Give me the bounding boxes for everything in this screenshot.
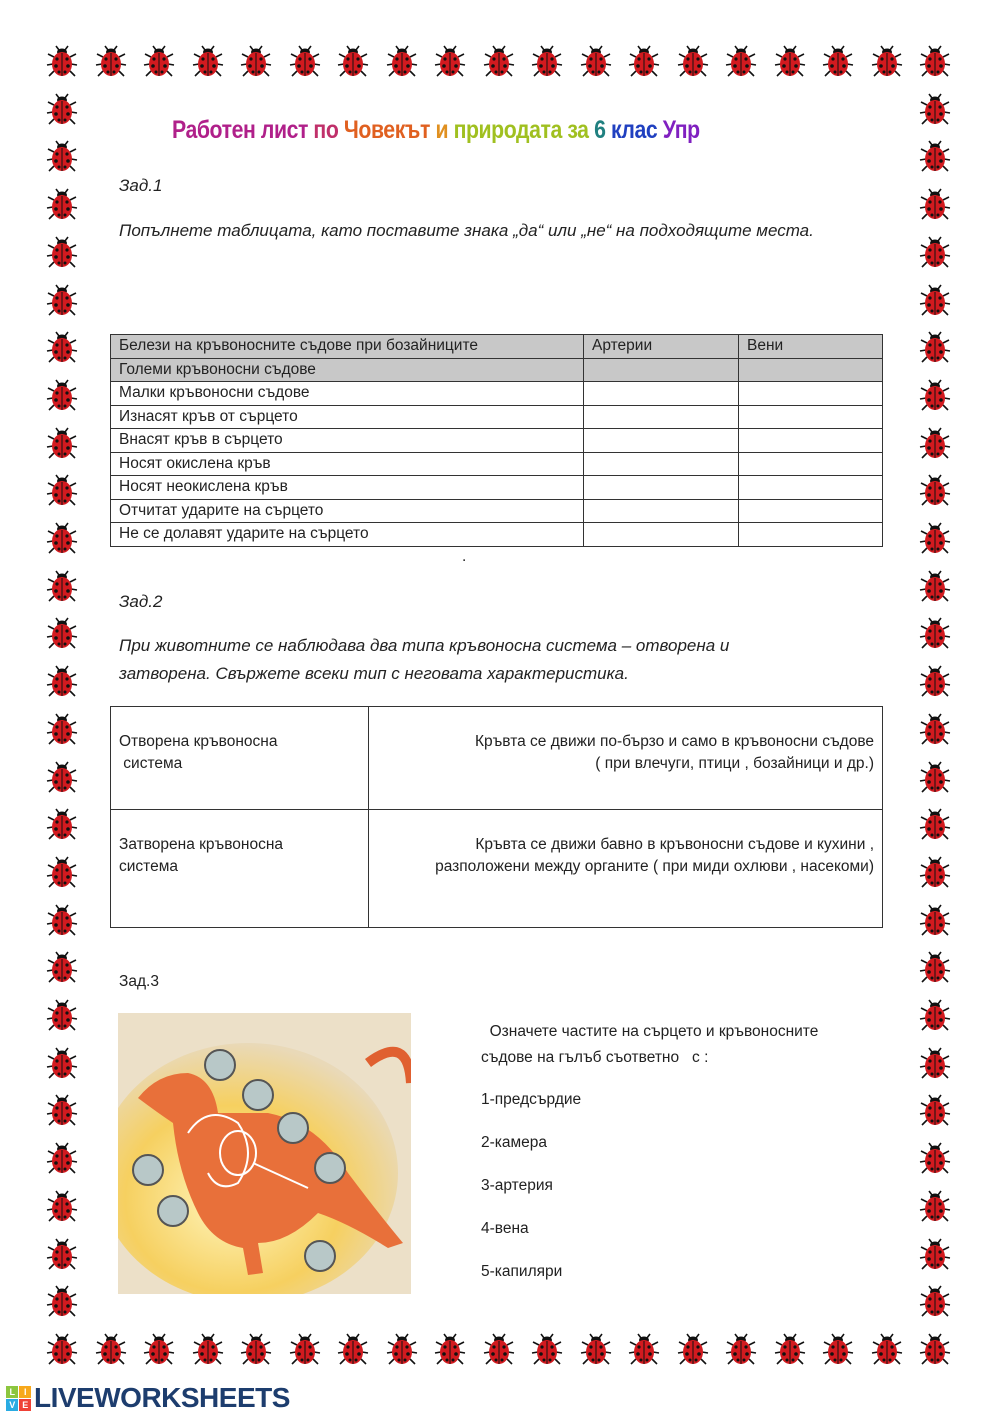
ladybug-icon bbox=[918, 1285, 952, 1319]
task3-instruction-1: Означете частите на сърцето и кръвоносните bbox=[481, 1023, 819, 1040]
stray-dot: . bbox=[462, 548, 467, 565]
ladybug-icon bbox=[142, 1333, 176, 1367]
ladybug-icon bbox=[45, 1333, 79, 1367]
veins-answer-cell[interactable] bbox=[739, 452, 883, 476]
table-row bbox=[111, 810, 883, 928]
table-row bbox=[111, 499, 883, 523]
trait-cell: Отчитат ударите на сърцето bbox=[111, 499, 584, 523]
liveworksheets-logo bbox=[6, 1382, 290, 1413]
open-system-cell[interactable] bbox=[111, 707, 369, 810]
ladybug-icon bbox=[918, 140, 952, 174]
cell-text: система bbox=[119, 755, 183, 772]
ladybug-icon bbox=[870, 1333, 904, 1367]
table-row bbox=[111, 429, 883, 453]
ladybug-icon bbox=[676, 45, 710, 79]
veins-answer-cell[interactable] bbox=[739, 382, 883, 406]
ladybug-icon bbox=[676, 1333, 710, 1367]
ladybug-icon bbox=[45, 284, 79, 318]
legend-item: 3-артерия bbox=[481, 1177, 553, 1194]
label-circle[interactable] bbox=[243, 1080, 273, 1110]
title-word: 6 bbox=[594, 116, 611, 144]
arteries-answer-cell[interactable] bbox=[584, 476, 739, 500]
ladybug-icon bbox=[45, 188, 79, 222]
ladybug-icon bbox=[918, 1238, 952, 1272]
ladybug-icon bbox=[918, 1190, 952, 1224]
ladybug-icon bbox=[918, 522, 952, 556]
ladybug-icon bbox=[45, 761, 79, 795]
ladybug-icon bbox=[45, 427, 79, 461]
title-word: по bbox=[313, 116, 344, 144]
arteries-answer-cell[interactable] bbox=[584, 405, 739, 429]
ladybug-icon bbox=[385, 1333, 419, 1367]
slow-circulation-cell[interactable] bbox=[369, 810, 883, 928]
veins-answer-cell[interactable] bbox=[739, 429, 883, 453]
cell-text: Кръвта се движи бавно в кръвоносни съдове и кухини , bbox=[475, 836, 874, 853]
ladybug-icon bbox=[918, 1094, 952, 1128]
table-row bbox=[111, 358, 883, 382]
arteries-answer-cell[interactable] bbox=[584, 429, 739, 453]
table-row bbox=[111, 707, 883, 810]
ladybug-icon bbox=[433, 1333, 467, 1367]
ladybug-icon bbox=[239, 45, 273, 79]
cell-text: система bbox=[119, 858, 178, 875]
trait-cell: Малки кръвоносни съдове bbox=[111, 382, 584, 406]
table-row bbox=[111, 452, 883, 476]
ladybug-icon bbox=[918, 713, 952, 747]
ladybug-icon bbox=[918, 808, 952, 842]
ladybug-icon bbox=[918, 379, 952, 413]
ladybug-icon bbox=[918, 999, 952, 1033]
veins-answer-cell[interactable] bbox=[739, 358, 883, 382]
task1-label: Зад.1 bbox=[119, 176, 163, 195]
ladybug-icon bbox=[191, 45, 225, 79]
logo-letter: I bbox=[19, 1386, 31, 1398]
ladybug-icon bbox=[821, 45, 855, 79]
arteries-answer-cell[interactable] bbox=[584, 382, 739, 406]
ladybug-icon bbox=[45, 474, 79, 508]
ladybug-icon bbox=[918, 951, 952, 985]
ladybug-icon bbox=[45, 856, 79, 890]
task2-label: Зад.2 bbox=[119, 592, 163, 611]
ladybug-icon bbox=[918, 93, 952, 127]
veins-answer-cell[interactable] bbox=[739, 523, 883, 547]
cell-text: разположени между органите ( при миди охлюви , насекоми) bbox=[435, 858, 874, 875]
ladybug-icon bbox=[45, 999, 79, 1033]
title-word: Упр bbox=[662, 116, 700, 144]
pigeon-heart-diagram bbox=[118, 1013, 411, 1294]
legend-item: 2-камера bbox=[481, 1134, 548, 1151]
ladybug-icon bbox=[45, 522, 79, 556]
ladybug-icon bbox=[45, 236, 79, 270]
ladybug-icon bbox=[821, 1333, 855, 1367]
ladybug-icon bbox=[918, 331, 952, 365]
table-row bbox=[111, 476, 883, 500]
ladybug-icon bbox=[724, 1333, 758, 1367]
trait-cell: Изнасят кръв от сърцето bbox=[111, 405, 584, 429]
ladybug-icon bbox=[918, 1333, 952, 1367]
ladybug-icon bbox=[579, 1333, 613, 1367]
ladybug-icon bbox=[918, 617, 952, 651]
ladybug-icon bbox=[45, 140, 79, 174]
ladybug-icon bbox=[918, 284, 952, 318]
ladybug-icon bbox=[773, 1333, 807, 1367]
ladybug-icon bbox=[918, 665, 952, 699]
cell-text: Отворена кръвоносна bbox=[119, 733, 278, 750]
ladybug-icon bbox=[627, 1333, 661, 1367]
task3-instruction-2: съдове на гълъб съответно с : bbox=[481, 1049, 709, 1066]
ladybug-icon bbox=[918, 45, 952, 79]
ladybug-icon bbox=[45, 1142, 79, 1176]
worksheet-title bbox=[172, 116, 700, 145]
fast-circulation-cell[interactable] bbox=[369, 707, 883, 810]
ladybug-icon bbox=[45, 665, 79, 699]
ladybug-icon bbox=[336, 45, 370, 79]
table-row bbox=[111, 405, 883, 429]
cell-text: Кръвта се движи по-бързо и само в кръвоносни съдове bbox=[474, 733, 874, 750]
ladybug-icon bbox=[45, 1047, 79, 1081]
task2-instruction: При животните се наблюдава два типа кръвоносна система – отворена и затворена. Свържете всеки тип с неговата характеристика. bbox=[119, 636, 730, 683]
vessels-table bbox=[110, 334, 883, 547]
ladybug-icon bbox=[773, 45, 807, 79]
ladybug-icon bbox=[918, 856, 952, 890]
logo-letter: V bbox=[6, 1399, 18, 1411]
ladybug-icon bbox=[918, 904, 952, 938]
ladybug-icon bbox=[918, 761, 952, 795]
legend-item: 1-предсърдие bbox=[481, 1091, 582, 1108]
label-circle[interactable] bbox=[278, 1113, 308, 1143]
ladybug-icon bbox=[45, 951, 79, 985]
table-row bbox=[111, 523, 883, 547]
veins-answer-cell[interactable] bbox=[739, 499, 883, 523]
ladybug-icon bbox=[482, 45, 516, 79]
ladybug-icon bbox=[530, 45, 564, 79]
title-word: Човекът bbox=[343, 116, 436, 144]
logo-letter: L bbox=[6, 1386, 18, 1398]
ladybug-icon bbox=[918, 570, 952, 604]
title-word: природата bbox=[453, 116, 568, 144]
header-traits: Белези на кръвоносните съдове при бозайниците bbox=[111, 335, 584, 359]
ladybug-icon bbox=[45, 1285, 79, 1319]
ladybug-icon bbox=[142, 45, 176, 79]
ladybug-icon bbox=[45, 1190, 79, 1224]
trait-cell: Не се долавят ударите на сърцето bbox=[111, 523, 584, 547]
logo-letter: E bbox=[19, 1399, 31, 1411]
ladybug-icon bbox=[94, 1333, 128, 1367]
ladybug-icon bbox=[918, 1142, 952, 1176]
label-circle[interactable] bbox=[315, 1153, 345, 1183]
ladybug-icon bbox=[918, 427, 952, 461]
logo-text: LIVEWORKSHEETS bbox=[34, 1382, 290, 1413]
closed-system-cell[interactable] bbox=[111, 810, 369, 928]
legend-item: 5-капиляри bbox=[481, 1263, 563, 1280]
arteries-answer-cell[interactable] bbox=[584, 499, 739, 523]
trait-cell: Носят неокислена кръв bbox=[111, 476, 584, 500]
legend-item: 4-вена bbox=[481, 1220, 529, 1237]
label-circle[interactable] bbox=[133, 1155, 163, 1185]
ladybug-icon bbox=[45, 1094, 79, 1128]
ladybug-icon bbox=[288, 1333, 322, 1367]
live-blocks-icon bbox=[6, 1386, 31, 1411]
cell-text: Затворена кръвоносна bbox=[119, 836, 284, 853]
veins-answer-cell[interactable] bbox=[739, 405, 883, 429]
title-word: лист bbox=[260, 116, 314, 144]
label-circle[interactable] bbox=[305, 1241, 335, 1271]
circulation-match-table bbox=[110, 706, 883, 928]
ladybug-icon bbox=[94, 45, 128, 79]
ladybug-icon bbox=[433, 45, 467, 79]
task1-instruction: Попълнете таблицата, като поставите знака „да“ или „не“ на подходящите места. bbox=[119, 221, 814, 240]
veins-answer-cell[interactable] bbox=[739, 476, 883, 500]
title-word: за bbox=[567, 116, 595, 144]
table-row bbox=[111, 382, 883, 406]
ladybug-icon bbox=[45, 331, 79, 365]
ladybug-icon bbox=[45, 713, 79, 747]
ladybug-icon bbox=[530, 1333, 564, 1367]
ladybug-icon bbox=[45, 904, 79, 938]
ladybug-icon bbox=[45, 617, 79, 651]
ladybug-icon bbox=[627, 45, 661, 79]
ladybug-icon bbox=[45, 379, 79, 413]
trait-cell: Големи кръвоносни съдове bbox=[111, 358, 584, 382]
ladybug-icon bbox=[45, 93, 79, 127]
header-arteries: Артерии bbox=[584, 335, 739, 359]
arteries-answer-cell[interactable] bbox=[584, 452, 739, 476]
label-circle[interactable] bbox=[158, 1196, 188, 1226]
ladybug-icon bbox=[918, 1047, 952, 1081]
title-word: клас bbox=[610, 116, 663, 144]
ladybug-icon bbox=[336, 1333, 370, 1367]
ladybug-icon bbox=[45, 1238, 79, 1272]
ladybug-icon bbox=[45, 570, 79, 604]
ladybug-icon bbox=[239, 1333, 273, 1367]
ladybug-icon bbox=[45, 808, 79, 842]
title-word: и bbox=[435, 116, 454, 144]
table-header-row bbox=[111, 335, 883, 359]
ladybug-icon bbox=[918, 474, 952, 508]
ladybug-icon bbox=[724, 45, 758, 79]
ladybug-icon bbox=[288, 45, 322, 79]
trait-cell: Носят окислена кръв bbox=[111, 452, 584, 476]
ladybug-icon bbox=[45, 45, 79, 79]
ladybug-icon bbox=[191, 1333, 225, 1367]
task3-label: Зад.3 bbox=[119, 973, 159, 990]
arteries-answer-cell[interactable] bbox=[584, 523, 739, 547]
ladybug-icon bbox=[385, 45, 419, 79]
ladybug-icon bbox=[918, 188, 952, 222]
header-veins: Вени bbox=[739, 335, 883, 359]
ladybug-icon bbox=[579, 45, 613, 79]
trait-cell: Внасят кръв в сърцето bbox=[111, 429, 584, 453]
ladybug-icon bbox=[918, 236, 952, 270]
arteries-answer-cell[interactable] bbox=[584, 358, 739, 382]
cell-text: ( при влечуги, птици , бозайници и др.) bbox=[595, 755, 874, 772]
title-word: Работен bbox=[172, 116, 261, 144]
ladybug-icon bbox=[482, 1333, 516, 1367]
ladybug-icon bbox=[870, 45, 904, 79]
label-circle[interactable] bbox=[205, 1050, 235, 1080]
